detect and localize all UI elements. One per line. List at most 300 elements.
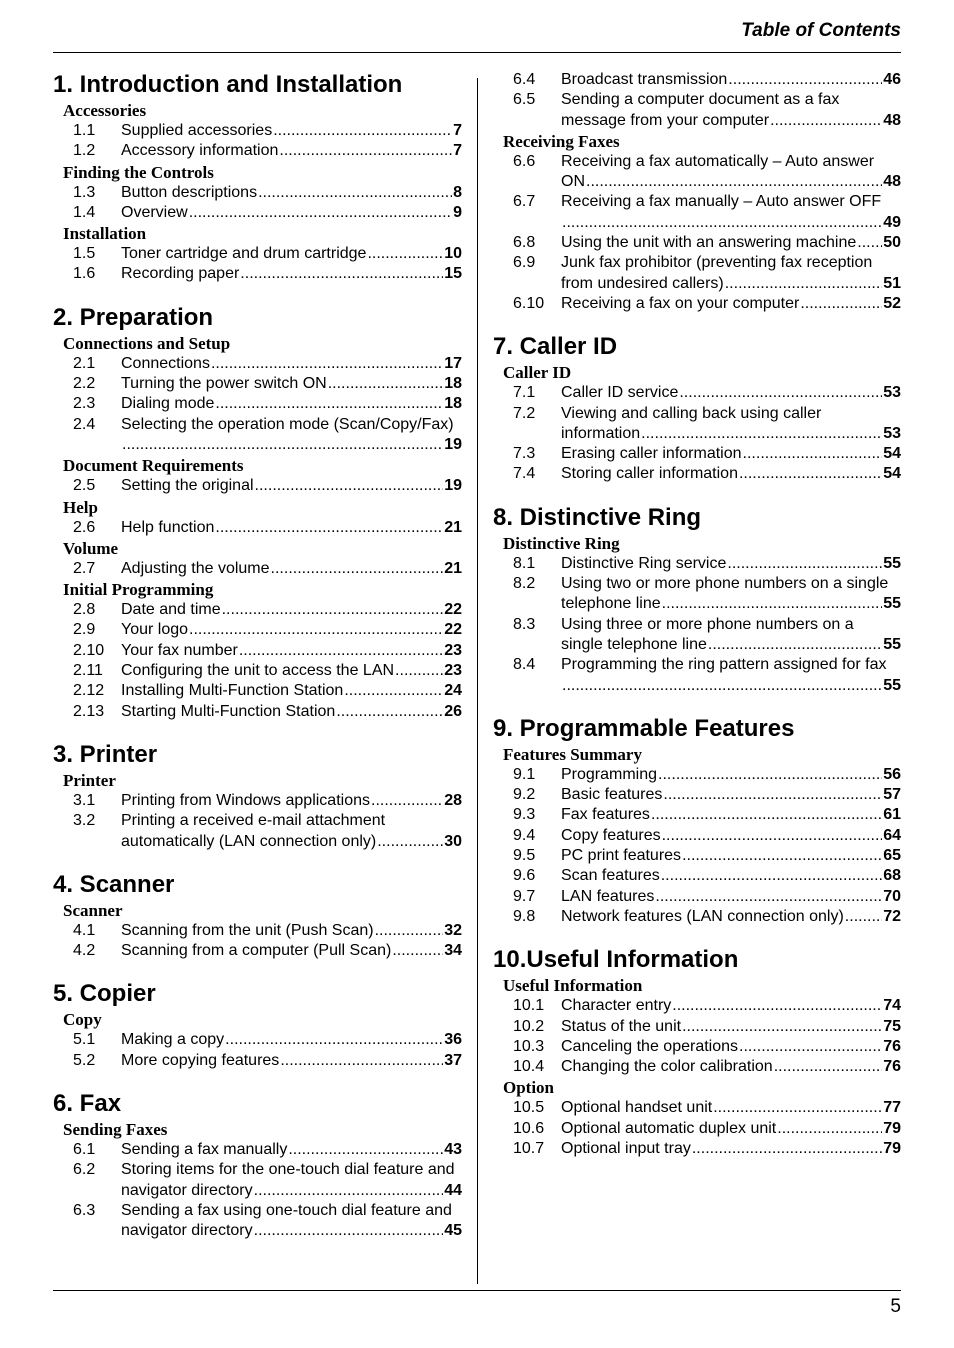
toc-entry[interactable] [53,600,462,620]
entry-body [121,559,462,579]
toc-entry[interactable] [493,907,901,927]
toc-entry[interactable] [493,444,901,464]
entry-number: 2.7 [73,559,96,577]
entry-body [561,90,901,131]
entry-last-line [121,702,462,722]
dot-leader [189,203,452,223]
entry-number: 10.4 [513,1058,545,1076]
dot-leader [255,476,444,496]
entry-last-line [121,921,462,941]
entry-last-line [121,620,462,640]
dot-leader [211,354,443,374]
entry-number: 6.5 [513,91,536,109]
entry-last-line [121,518,462,538]
entry-body [561,1119,901,1139]
entry-number: 6.8 [513,234,536,252]
toc-entry[interactable] [53,1051,462,1071]
entry-number: 7.3 [513,445,536,463]
entry-number: 6.3 [73,1201,96,1219]
page-ref: 55 [883,595,901,613]
page-ref: 17 [444,354,462,372]
dot-leader [725,274,882,294]
entry-title-text: Optional handset unit [561,1099,713,1117]
entry-last-line [121,244,462,264]
page-ref: 19 [444,477,462,495]
entry-last-line [561,594,901,614]
toc-entry[interactable] [53,941,462,961]
page-ref: 43 [444,1141,462,1159]
entry-last-line [561,1037,901,1057]
entry-body [121,641,462,661]
entry-number: 1.4 [73,203,96,221]
dot-leader [254,1221,444,1241]
dot-leader [222,600,444,620]
entry-last-line [121,661,462,681]
entry-body [121,394,462,414]
section-heading: Document Requirements [63,456,244,476]
entry-last-line [121,354,462,374]
toc-entry[interactable] [493,805,901,825]
entry-body [561,615,901,656]
entry-body [121,1140,462,1160]
entry-number: 6.6 [513,152,536,170]
page-ref: 21 [444,518,462,536]
toc-entry[interactable] [493,846,901,866]
toc-entry[interactable] [493,1037,901,1057]
entry-number: 10.5 [513,1099,545,1117]
toc-entry[interactable] [53,1201,462,1242]
entry-number: 9.4 [513,826,536,844]
entry-body [561,785,901,805]
entry-body [561,866,901,886]
toc-entry[interactable] [53,203,462,223]
page-ref: 7 [453,122,462,139]
page-ref: 61 [883,806,901,824]
toc-entry[interactable] [53,1160,462,1201]
toc-entry[interactable] [53,183,462,203]
entry-number: 2.5 [73,477,96,495]
entry-number: 1.1 [73,122,96,139]
entry-number: 9.1 [513,765,536,783]
section-heading: Sending Faxes [63,1120,168,1140]
chapter-title: 2. Preparation [53,303,214,331]
entry-title-text: Programming the ring pattern assigned for fax [561,656,887,674]
entry-number: 7.2 [513,404,536,422]
entry-last-line [121,264,462,284]
section-heading: Installation [63,224,147,244]
toc-entry[interactable] [53,518,462,538]
toc-entry[interactable] [53,354,462,374]
entry-title-text: LAN features [561,887,655,905]
dot-leader [658,765,882,785]
entry-title-text: Your logo [121,621,189,639]
dot-leader [328,374,443,394]
entry-title-text: Configuring the unit to access the LAN [121,662,395,680]
entry-last-line [561,1098,901,1118]
entry-body [121,1030,462,1050]
toc-entry[interactable] [493,554,901,574]
dot-leader [254,1181,444,1201]
entry-title-text: Selecting the operation mode (Scan/Copy/Fax) [121,415,454,433]
dot-leader [708,635,882,655]
toc-entry[interactable] [493,152,901,193]
entry-title-text: Canceling the operations [561,1037,739,1055]
toc-entry[interactable] [493,253,901,294]
entry-title-text: Installing Multi-Function Station [121,682,344,700]
entry-title-text: Toner cartridge and drum cartridge [121,245,367,263]
toc-entry[interactable] [493,1119,901,1139]
entry-number: 2.13 [73,702,105,720]
entry-number: 6.7 [513,193,536,211]
page-ref: 26 [444,702,462,720]
column-divider [477,78,478,1284]
entry-title-text: Printing a received e-mail attachment [121,812,386,830]
dot-leader [586,172,882,192]
page-ref: 15 [444,265,462,283]
dot-leader [663,785,882,805]
entry-title-text: Receiving a fax on your computer [561,294,800,312]
entry-last-line [561,233,901,253]
entry-title-text: Adjusting the volume [121,559,270,577]
entry-number: 9.3 [513,806,536,824]
entry-last-line [561,996,901,1016]
dot-leader [651,805,882,825]
page-ref: 21 [444,559,462,577]
entry-body [561,805,901,825]
entry-last-line [561,785,901,805]
entry-last-line [121,681,462,701]
toc-entry[interactable] [53,620,462,640]
dot-leader [662,826,883,846]
entry-body [121,661,462,681]
entry-body [561,554,901,574]
entry-body [561,152,901,193]
entry-number: 3.2 [73,812,96,830]
page-ref: 19 [444,435,462,453]
entry-title-text: Scanning from a computer (Pull Scan) [121,942,392,960]
dot-leader [215,394,443,414]
page-ref: 7 [453,142,462,160]
entry-body [561,907,901,927]
toc-entry[interactable] [53,811,462,852]
entry-last-line [561,907,901,927]
toc-entry[interactable] [53,394,462,414]
page-ref: 52 [883,294,901,312]
page-ref: 76 [883,1037,901,1055]
dot-leader [225,1030,443,1050]
section-heading: Features Summary [503,744,642,764]
entry-number: 7.4 [513,465,536,483]
page-ref: 45 [444,1222,462,1240]
toc-entry[interactable] [53,791,462,811]
toc-entry[interactable] [493,655,901,696]
toc-entry[interactable] [53,661,462,681]
toc-entry[interactable] [493,90,901,131]
toc-entry[interactable] [493,404,901,445]
entry-last-line [561,676,901,696]
entry-number: 1.2 [73,142,96,160]
toc-entry[interactable] [53,121,462,141]
entry-last-line [561,1139,901,1159]
entry-last-line [121,1221,462,1241]
entry-body [561,1037,901,1057]
header-rule [53,52,901,53]
entry-number: 9.5 [513,847,536,865]
entry-title-text: Scan features [561,867,660,885]
entry-last-line [121,1140,462,1160]
entry-title-text: Connections [121,354,210,372]
entry-body [121,121,462,141]
entry-last-line [561,805,901,825]
toc-entry[interactable] [53,141,462,161]
toc-entry[interactable] [53,374,462,394]
entry-title-text: Recording paper [121,265,240,283]
entry-title-text: navigator directory [121,1222,253,1240]
entry-title-text: Your fax number [121,641,238,659]
entry-body [561,464,901,484]
entry-last-line [561,1057,901,1077]
toc-entry[interactable] [493,294,901,314]
toc-entry[interactable] [53,244,462,264]
entry-body [561,404,901,445]
toc-entry[interactable] [53,921,462,941]
toc-entry[interactable] [493,464,901,484]
toc-entry[interactable] [493,785,901,805]
toc-entry[interactable] [53,476,462,496]
dot-leader [692,1139,882,1159]
toc-entry[interactable] [493,866,901,886]
entry-title-text: Character entry [561,997,672,1015]
toc-entry[interactable] [53,559,462,579]
toc-entry[interactable] [493,1098,901,1118]
entry-number: 2.10 [73,641,105,659]
toc-entry[interactable] [53,264,462,284]
chapter-title: 1. Introduction and Installation [53,71,403,98]
toc-entry[interactable] [493,887,901,907]
entry-body [121,941,462,961]
toc-column-right [493,70,901,1177]
entry-title-text: Broadcast transmission [561,71,728,88]
dot-leader [739,1037,882,1057]
entry-last-line [121,641,462,661]
entry-title-text: Network features (LAN connection only) [561,907,844,925]
dot-leader [239,641,443,661]
page-ref: 76 [883,1058,901,1076]
dot-leader [682,1017,882,1037]
entry-last-line [561,424,901,444]
entry-title-text: Receiving a fax automatically – Auto answer [561,152,875,170]
entry-last-line [561,70,901,90]
entry-last-line [561,635,901,655]
dot-leader [728,70,882,90]
page-ref: 30 [444,832,462,850]
toc-entry[interactable] [53,1030,462,1050]
entry-last-line [561,866,901,886]
entry-number: 10.1 [513,997,545,1015]
entry-number: 1.6 [73,265,96,283]
entry-title-text: Overview [121,203,188,221]
entry-body [121,141,462,161]
entry-body [561,444,901,464]
dot-leader [800,294,882,314]
entry-title-text: Receiving a fax manually – Auto answer OFF [561,193,882,211]
page-ref: 79 [883,1119,901,1137]
dot-leader [395,661,443,681]
toc-entry[interactable] [53,1140,462,1160]
entry-number: 6.1 [73,1141,96,1159]
entry-number: 8.4 [513,656,536,674]
toc-entry[interactable] [493,70,901,90]
entry-title-text: Junk fax prohibitor (preventing fax reception [561,254,873,272]
dot-leader [371,791,443,811]
entry-number: 3.1 [73,791,96,809]
entry-number: 2.12 [73,682,105,700]
chapter [53,303,462,722]
chapter-title: 9. Programmable Features [493,714,795,742]
entry-last-line [121,203,462,223]
entry-title-text: Copy features [561,826,661,844]
entry-number: 10.6 [513,1119,545,1137]
toc-entry[interactable] [493,383,901,403]
entry-number: 6.9 [513,254,536,272]
chapter [493,503,901,696]
section-heading: Volume [63,538,119,558]
entry-number: 10.7 [513,1139,545,1157]
entry-title-text: Starting Multi-Function Station [121,702,336,720]
page-ref: 51 [883,274,901,292]
dot-leader [189,620,443,640]
entry-title-text: Fax features [561,806,650,824]
dot-leader [288,1140,443,1160]
dot-leader [770,111,882,131]
entry-last-line [561,294,901,314]
page-ref: 55 [883,676,901,694]
entry-body [121,518,462,538]
section-heading: Help [63,497,98,517]
toc-entry[interactable] [53,415,462,456]
entry-number: 7.1 [513,384,536,402]
dot-leader [739,464,882,484]
dot-leader [857,233,882,253]
entry-body [121,183,462,203]
entry-title-text: Sending a fax manually [121,1141,288,1159]
chapter [493,945,901,1159]
entry-title-text: Storing items for the one-touch dial feature and [121,1161,455,1179]
section-heading: Accessories [63,101,147,120]
page-ref: 79 [883,1139,901,1157]
entry-number: 2.1 [73,354,96,372]
entry-title-text: Accessory information [121,142,279,160]
chapter-title: 6. Fax [53,1090,122,1118]
entry-last-line [121,559,462,579]
entry-number: 2.2 [73,375,96,393]
page-ref: 23 [444,641,462,659]
section-heading: Connections and Setup [63,333,231,353]
chapter-title: 7. Caller ID [493,333,618,361]
entry-title-text: Erasing caller information [561,445,742,463]
toc-entry[interactable] [493,615,901,656]
dot-leader [336,702,443,722]
entry-body [121,203,462,223]
dot-leader [215,518,443,538]
entry-title-text: message from your computer [561,111,770,129]
toc-entry[interactable] [493,826,901,846]
dot-leader [562,676,882,696]
toc-entry[interactable] [493,996,901,1016]
entry-last-line [561,554,901,574]
page-ref: 28 [444,791,462,809]
entry-body [121,1201,462,1242]
section-heading: Initial Programming [63,580,214,600]
toc-entry[interactable] [53,702,462,722]
entry-title-text: single telephone line [561,635,707,653]
toc-entry[interactable] [493,1017,901,1037]
entry-last-line [561,1119,901,1139]
page-ref: 22 [444,601,462,619]
entry-body [561,574,901,615]
entry-last-line [561,887,901,907]
entry-last-line [121,394,462,414]
entry-number: 2.6 [73,518,96,536]
page-ref: 56 [883,765,901,783]
dot-leader [727,554,882,574]
entry-body [121,791,462,811]
toc-entry[interactable] [493,1057,901,1077]
entry-last-line [561,464,901,484]
page-ref: 34 [444,942,462,960]
toc-entry[interactable] [493,192,901,233]
page-ref: 46 [883,71,901,88]
entry-last-line [561,383,901,403]
entry-body [121,374,462,394]
page-ref: 8 [453,183,462,201]
chapter [53,70,462,285]
toc-entry[interactable] [53,681,462,701]
entry-title-text: Changing the color calibration [561,1058,773,1076]
entry-title-text: Help function [121,518,215,536]
page-ref: 23 [444,662,462,680]
entry-title-text: Sending a computer document as a fax [561,91,840,109]
chapter [53,979,462,1071]
page-ref: 54 [883,465,901,483]
chapter-title: 4. Scanner [53,870,175,898]
toc-entry[interactable] [493,1139,901,1159]
entry-body [561,846,901,866]
dot-leader [562,213,882,233]
entry-last-line [121,374,462,394]
entry-title-text: PC print features [561,847,682,865]
entry-body [561,1017,901,1037]
page-number: 5 [890,1296,901,1317]
dot-leader [662,594,883,614]
entry-last-line [121,1181,462,1201]
chapter-title: 10.Useful Information [493,946,739,974]
entry-number: 8.1 [513,554,536,572]
dot-leader [258,183,452,203]
page-ref: 49 [883,213,901,231]
section-heading: Option [503,1078,555,1098]
toc-entry[interactable] [493,233,901,253]
section-heading: Useful Information [503,976,643,996]
entry-body [121,244,462,264]
dot-leader [279,141,452,161]
entry-last-line [561,444,901,464]
toc-entry[interactable] [493,574,901,615]
toc-entry[interactable] [493,765,901,785]
toc-entry[interactable] [53,641,462,661]
entry-title-text: Printing from Windows applications [121,791,370,809]
entry-title-text: navigator directory [121,1181,253,1199]
